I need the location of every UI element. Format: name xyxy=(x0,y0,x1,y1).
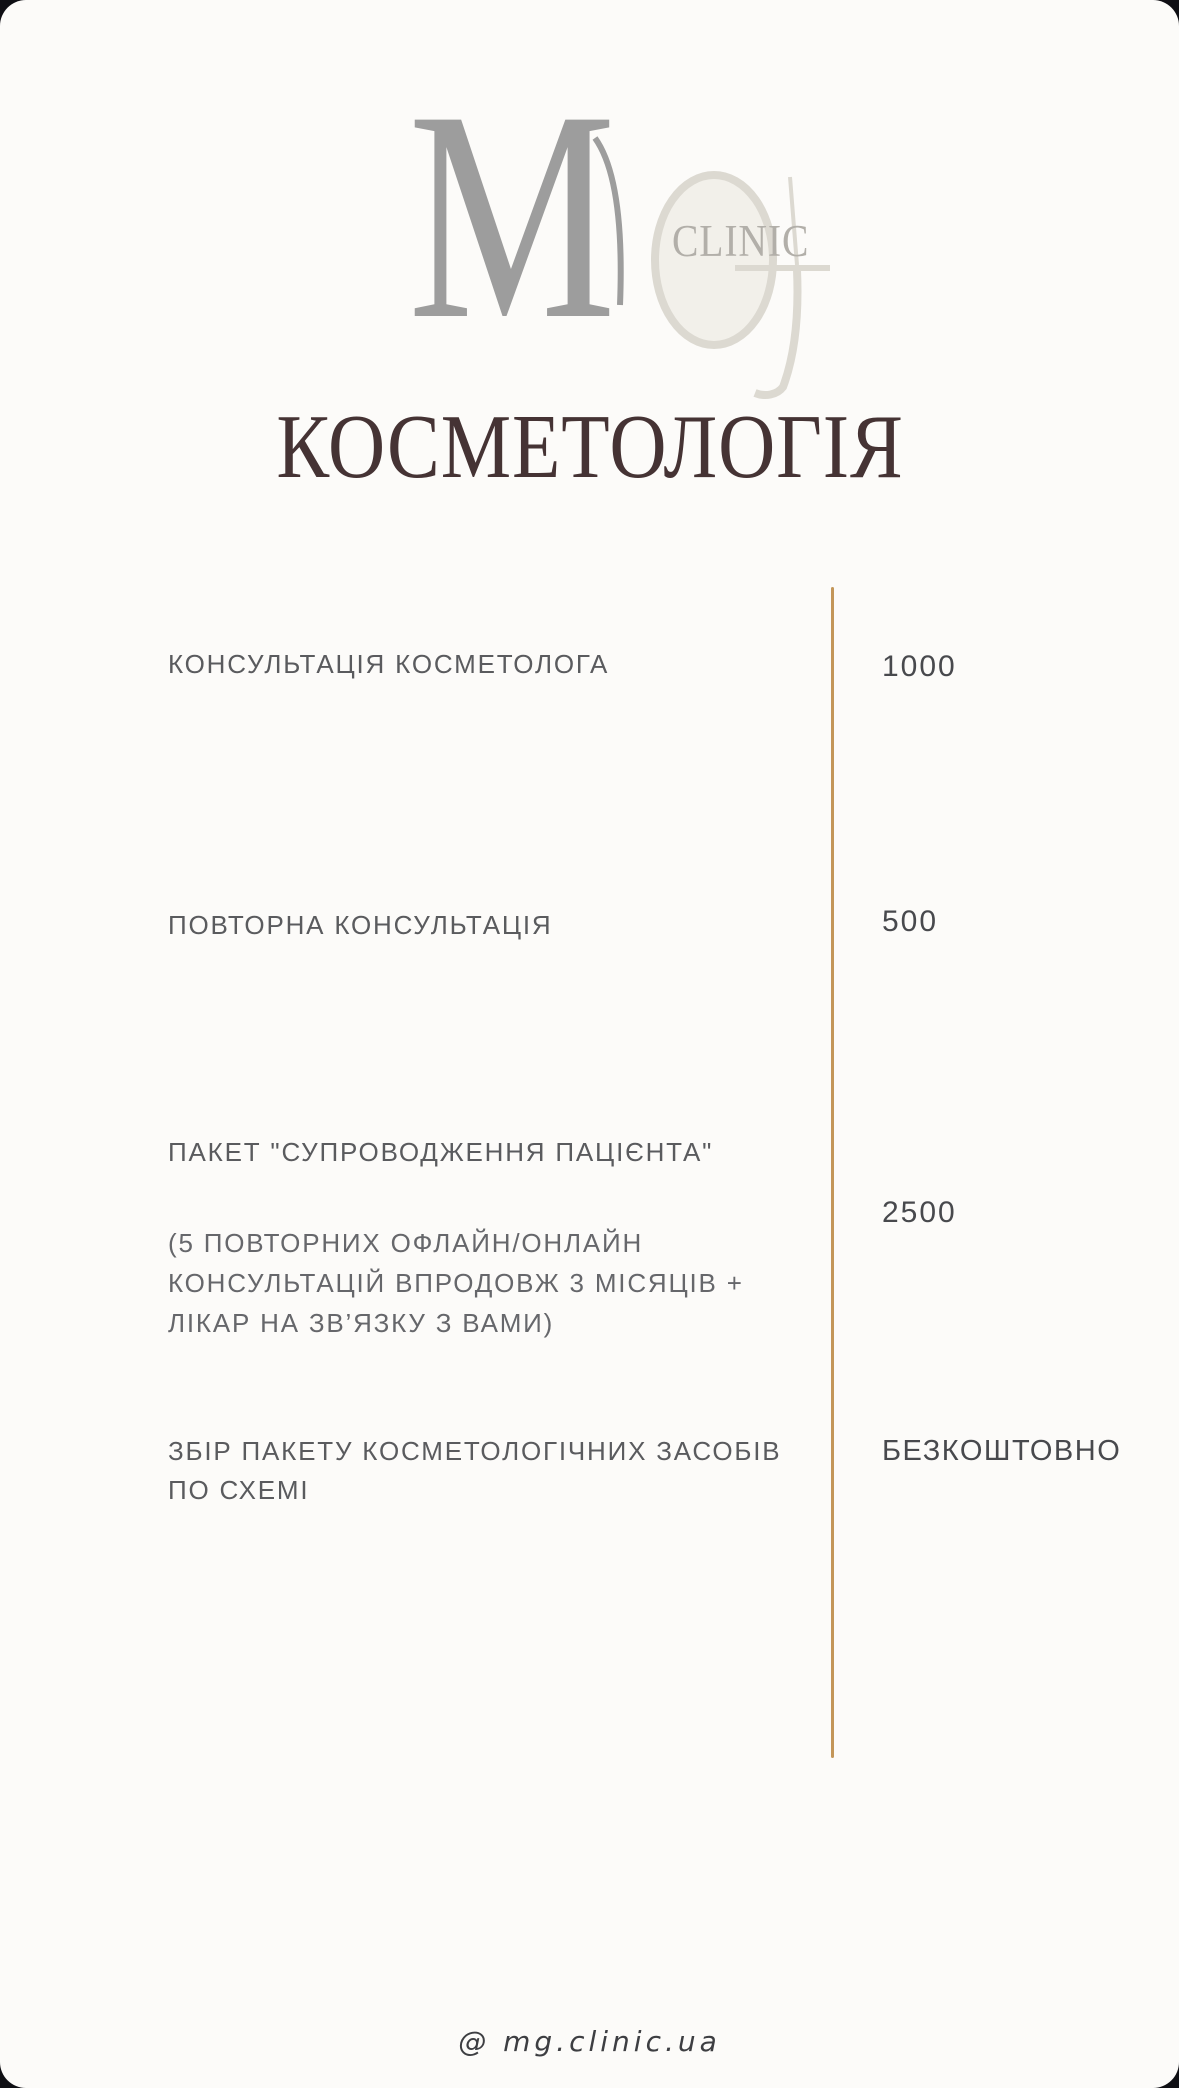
price-divider-line xyxy=(831,587,834,1758)
price-item-details-line: КОНСУЛЬТАЦІЙ ВПРОДОВЖ 3 МІСЯЦІВ + xyxy=(168,1268,744,1298)
monogram-m: M xyxy=(408,49,617,381)
price-item-label: КОНСУЛЬТАЦІЯ КОСМЕТОЛОГА xyxy=(168,649,610,679)
price-item-label-line: ЗБІР ПАКЕТУ КОСМЕТОЛОГІЧНИХ ЗАСОБІВ xyxy=(168,1436,782,1466)
monogram-g-icon xyxy=(645,165,845,405)
price-item-details xyxy=(168,1223,744,1343)
price-item-value: 500 xyxy=(882,905,939,938)
price-item-value: БЕЗКОШТОВНО xyxy=(882,1435,1122,1467)
price-item-details-line: (5 ПОВТОРНИХ ОФЛАЙН/ОНЛАЙН xyxy=(168,1228,644,1258)
brand-clinic-label: CLINIC xyxy=(672,216,810,266)
page-title: КОСМЕТОЛОГІЯ xyxy=(275,396,904,497)
monogram-flourish-icon xyxy=(580,120,640,320)
price-item-value: 1000 xyxy=(882,650,957,683)
instagram-handle: @ mg.clinic.ua xyxy=(458,2025,721,2058)
price-item-details-line: ЛІКАР НА ЗВ’ЯЗКУ З ВАМИ) xyxy=(168,1308,555,1338)
brand-logo xyxy=(0,0,1179,420)
price-item-label: ПАКЕТ "СУПРОВОДЖЕННЯ ПАЦІЄНТА" xyxy=(168,1137,714,1167)
price-item-label-line: ПО СХЕМІ xyxy=(168,1475,310,1505)
price-item-label: ПОВТОРНА КОНСУЛЬТАЦІЯ xyxy=(168,910,553,940)
price-item-value: 2500 xyxy=(882,1196,957,1229)
price-item-label xyxy=(168,1432,781,1510)
